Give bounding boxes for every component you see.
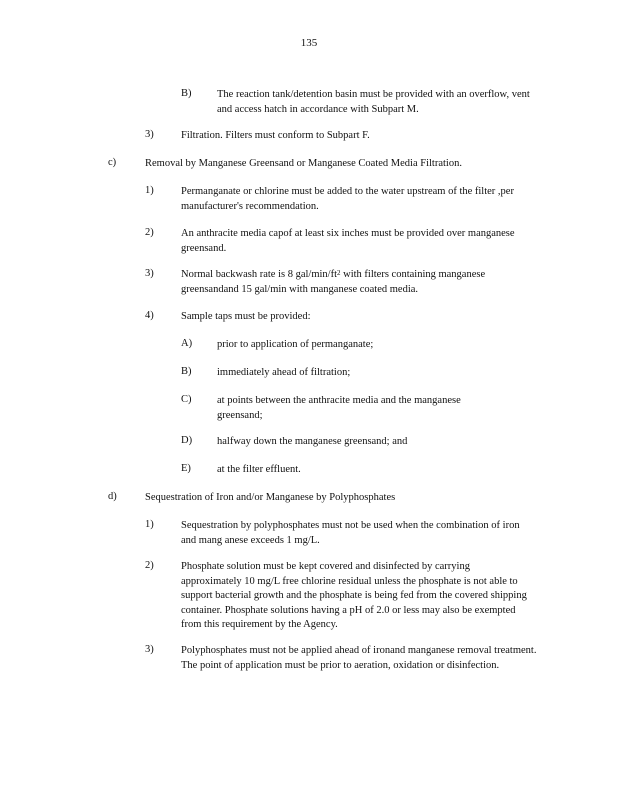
- item-text: Phosphate solution must be kept covered and disinfected by carrying approximately 10 mg/L free chlorine residual unless the phosphate is not able to support bacterial growth and the phosphate is being fed from the covered shipping container. Phosphate solutions having a pH of 2.0 or less may also be exempted from this requirement by the Agency.: [181, 561, 527, 630]
- item-marker: C): [181, 394, 192, 405]
- item-text: Permanganate or chlorine must be added to the water upstream of the filter ,per manufacturer's recommendation.: [181, 186, 514, 212]
- item-marker: d): [108, 491, 117, 502]
- item-marker: B): [181, 88, 192, 99]
- item-text: Sequestration by polyphosphates must not be used when the combination of iron and mang anese exceeds 1 mg/L.: [181, 520, 520, 546]
- item-marker: 3): [145, 644, 154, 655]
- item-marker: 2): [145, 560, 154, 571]
- item-text: Sample taps must be provided:: [181, 311, 311, 322]
- item-marker: 3): [145, 268, 154, 279]
- item-text: immediately ahead of filtration;: [217, 367, 351, 378]
- section-heading: Sequestration of Iron and/or Manganese by Polyphosphates: [145, 492, 396, 503]
- item-text-part: with filters containing manganese greensandand 15 gal/min with manganese coated media.: [181, 269, 486, 295]
- item-marker: 1): [145, 185, 154, 196]
- item-text: at points between the anthracite media and the manganese greensand;: [217, 395, 461, 421]
- item-marker: D): [181, 435, 193, 446]
- item-text: prior to application of permanganate;: [217, 339, 374, 350]
- item-text: An anthracite media capof at least six inches must be provided over manganese greensand.: [181, 228, 515, 254]
- item-marker: A): [181, 338, 193, 349]
- item-text: The reaction tank/detention basin must be provided with an overflow, vent and access hatch in accordance with Subpart M.: [217, 89, 530, 115]
- item-marker: B): [181, 366, 192, 377]
- item-marker: c): [108, 157, 117, 168]
- item-text: [181, 268, 521, 297]
- item-text: at the filter effluent.: [217, 464, 301, 475]
- item-text-part: Normal backwash rate is 8 gal/min/ft: [181, 269, 337, 280]
- item-text: Polyphosphates must not be applied ahead of ironand manganese removal treatment. The point of application must be prior to aeration, oxidation or disinfection.: [181, 645, 537, 671]
- item-marker: 4): [145, 310, 154, 321]
- item-text: halfway down the manganese greensand; and: [217, 436, 408, 447]
- item-marker: 3): [145, 129, 154, 140]
- item-marker: 1): [145, 519, 154, 530]
- superscript: 2: [337, 269, 341, 277]
- page-number: 135: [300, 37, 318, 49]
- section-heading: Removal by Manganese Greensand or Manganese Coated Media Filtration.: [145, 158, 462, 169]
- item-text: Filtration. Filters must conform to Subpart F.: [181, 130, 370, 141]
- item-marker: E): [181, 463, 191, 474]
- item-marker: 2): [145, 227, 154, 238]
